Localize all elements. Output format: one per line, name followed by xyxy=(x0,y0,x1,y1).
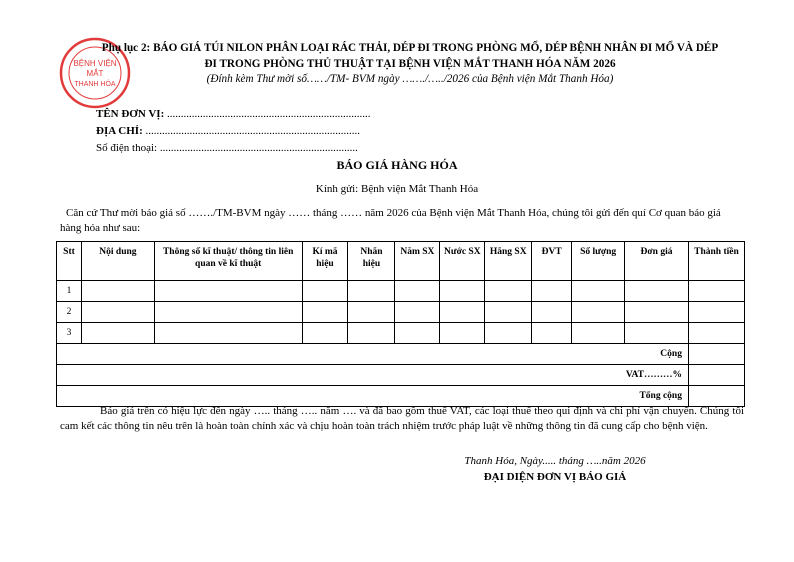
cell[interactable] xyxy=(532,302,572,323)
col-so-luong: Số lượng xyxy=(572,242,625,281)
cell[interactable] xyxy=(572,281,625,302)
seal-line1: BỆNH VIỆN xyxy=(73,59,117,68)
cell[interactable] xyxy=(440,302,485,323)
summary-label-vat: VAT………% xyxy=(57,365,689,386)
cell[interactable] xyxy=(532,281,572,302)
cell[interactable] xyxy=(81,323,154,344)
cell[interactable] xyxy=(625,323,689,344)
cell[interactable] xyxy=(302,323,348,344)
intro-paragraph: Căn cứ Thư mời báo giá số ……./TM-BVM ngày …… tháng …… năm 2026 của Bệnh viện Mắt Thanh Hóa, chúng tôi gửi đến quí Cơ quan báo giá hàng hóa như sau: xyxy=(60,207,721,234)
signature-date: Thanh Hóa, Ngày..... tháng …..năm 2026 xyxy=(464,455,646,467)
summary-row-cong xyxy=(57,344,745,365)
col-thong-so: Thông số kĩ thuật/ thông tin liên quan về kĩ thuật xyxy=(154,242,302,281)
col-ki-ma-hieu: Kí mã hiệu xyxy=(302,242,348,281)
row-number: 3 xyxy=(57,323,82,344)
cell[interactable] xyxy=(395,302,440,323)
ten-don-vi-label: TÊN ĐƠN VỊ: xyxy=(96,108,165,120)
cell[interactable] xyxy=(302,302,348,323)
cell[interactable] xyxy=(302,281,348,302)
cell[interactable] xyxy=(81,281,154,302)
cell[interactable] xyxy=(395,323,440,344)
table-row xyxy=(57,323,745,344)
cell[interactable] xyxy=(625,281,689,302)
signature-representative: ĐẠI DIỆN ĐƠN VỊ BÁO GIÁ xyxy=(483,471,627,483)
phone-value: ........................................................................ xyxy=(157,142,358,154)
cell[interactable] xyxy=(395,281,440,302)
cell[interactable] xyxy=(625,302,689,323)
field-ten-don-vi xyxy=(96,108,371,120)
col-dvt: ĐVT xyxy=(532,242,572,281)
cell[interactable] xyxy=(572,302,625,323)
quote-table xyxy=(56,241,745,407)
seal-line3: THANH HÓA xyxy=(74,81,116,88)
closing-paragraph: Báo giá trên có hiệu lực đến ngày ….. tháng ….. năm …. và đã bao gồm thuế VAT, các loại thuế theo qui định và chi phí vận chuyển. Chúng tôi cam kết các thông tin nêu trên là hoàn toàn chính xác và chịu hoàn toàn trách nhiệm trước pháp luật về những thông tin đã cung cấp cho bệnh viện. xyxy=(60,405,744,432)
cell[interactable] xyxy=(485,323,532,344)
col-noi-dung: Nội dung xyxy=(81,242,154,281)
col-nuoc-sx: Nước SX xyxy=(440,242,485,281)
col-thanh-tien: Thành tiền xyxy=(688,242,744,281)
cell[interactable] xyxy=(348,302,395,323)
phone-label: Số điện thoại: xyxy=(96,142,158,154)
document-title-line2: ĐI TRONG PHÒNG THỦ THUẬT TẠI BỆNH VIỆN MẮT THANH HÓA NĂM 2026 xyxy=(204,58,616,70)
col-stt: Stt xyxy=(57,242,82,281)
field-phone xyxy=(96,142,358,154)
seal-line2: MẮT xyxy=(86,69,104,78)
document-subtitle: (Đính kèm Thư mời số……/TM- BVM ngày ……./…../2026 của Bệnh viện Mắt Thanh Hóa) xyxy=(206,73,614,85)
dia-chi-value: .............................................................................. xyxy=(142,125,361,137)
col-hang-sx: Hãng SX xyxy=(485,242,532,281)
cell[interactable] xyxy=(348,281,395,302)
table-row xyxy=(57,302,745,323)
row-number: 1 xyxy=(57,281,82,302)
cell[interactable] xyxy=(532,323,572,344)
cell[interactable] xyxy=(154,323,302,344)
document-title-line1: Phụ lục 2: BÁO GIÁ TÚI NILON PHÂN LOẠI RÁC THẢI, DÉP ĐI TRONG PHÒNG MỔ, DÉP BỆNH NHÂN ĐI MỔ VÀ DÉP xyxy=(101,42,719,54)
cell[interactable] xyxy=(348,323,395,344)
cell[interactable] xyxy=(572,323,625,344)
summary-value-cong[interactable] xyxy=(688,344,744,365)
table-row xyxy=(57,281,745,302)
cell[interactable] xyxy=(485,302,532,323)
summary-row-vat xyxy=(57,365,745,386)
cell[interactable] xyxy=(154,281,302,302)
cell[interactable] xyxy=(485,281,532,302)
table-header-row xyxy=(57,242,745,281)
summary-value-vat[interactable] xyxy=(688,365,744,386)
summary-label-tong-cong: Tổng cộng xyxy=(57,386,689,407)
col-nam-sx: Năm SX xyxy=(395,242,440,281)
cell[interactable] xyxy=(440,323,485,344)
cell[interactable] xyxy=(688,302,744,323)
ten-don-vi-value: .......................................................................... xyxy=(164,108,371,120)
dia-chi-label: ĐỊA CHỈ: xyxy=(96,125,143,137)
recipient-line: Kính gửi: Bệnh viện Mắt Thanh Hóa xyxy=(315,183,479,195)
col-don-gia: Đơn giá xyxy=(625,242,689,281)
cell[interactable] xyxy=(81,302,154,323)
field-dia-chi xyxy=(96,125,360,137)
summary-label-cong: Cộng xyxy=(57,344,689,365)
section-heading: BÁO GIÁ HÀNG HÓA xyxy=(336,158,458,172)
cell[interactable] xyxy=(688,281,744,302)
row-number: 2 xyxy=(57,302,82,323)
cell[interactable] xyxy=(154,302,302,323)
col-nhan-hieu: Nhãn hiệu xyxy=(348,242,395,281)
cell[interactable] xyxy=(440,281,485,302)
cell[interactable] xyxy=(688,323,744,344)
